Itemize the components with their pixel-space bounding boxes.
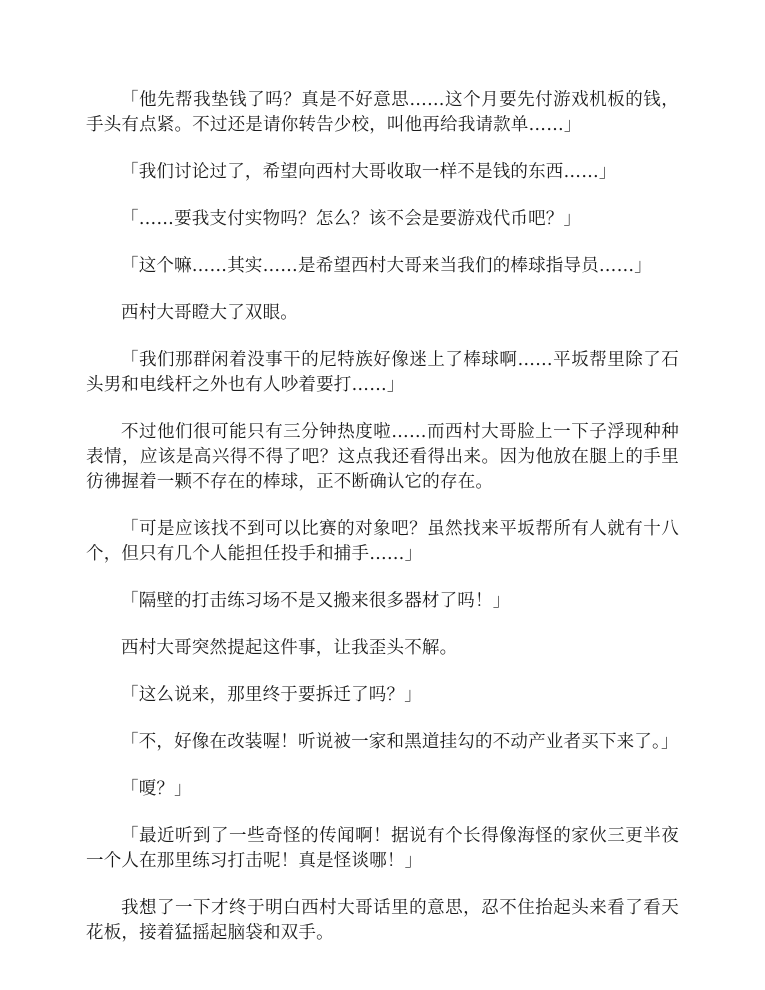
paragraph-4: 「这个嘛……其实……是希望西村大哥来当我们的棒球指导员……」 [121, 256, 652, 276]
paragraph-14: 「最近听到了一些奇怪的传闻啊！据说有个长得像海怪的家伙三更半夜一个人在那里练习打击呢！真是怪谈哪！」 [86, 826, 679, 871]
paragraph-15: 我想了一下才终于明白西村大哥话里的意思，忍不住抬起头来看了看天花板，接着猛摇起脑袋和双手。 [86, 898, 679, 943]
paragraph-3: 「……要我支付实物吗？怎么？该不会是要游戏代币吧？」 [121, 209, 582, 229]
paragraph-7: 不过他们很可能只有三分钟热度啦……而西村大哥脸上一下子浮现种种表情，应该是高兴得不得了吧？这点我还看得出来。因为他放在腿上的手里彷彿握着一颗不存在的棒球，正不断确认它的存在。 [86, 422, 679, 492]
paragraph-1: 「他先帮我垫钱了吗？真是不好意思……这个月要先付游戏机板的钱，手头有点紧。不过还是请你转告少校，叫他再给我请款单……」 [86, 90, 679, 135]
paragraph-12: 「不，好像在改装喔！听说被一家和黑道挂勾的不动产业者买下来了。」 [121, 732, 679, 752]
paragraph-9: 「隔壁的打击练习场不是又搬来很多器材了吗！」 [121, 591, 511, 611]
paragraph-5: 西村大哥瞪大了双眼。 [121, 303, 298, 323]
paragraph-13: 「嗄？」 [121, 779, 192, 799]
paragraph-2: 「我们讨论过了，希望向西村大哥收取一样不是钱的东西……」 [121, 162, 617, 182]
paragraph-11: 「这么说来，那里终于要拆迁了吗？」 [121, 685, 422, 705]
paragraph-10: 西村大哥突然提起这件事，让我歪头不解。 [121, 638, 458, 658]
paragraph-6: 「我们那群闲着没事干的尼特族好像迷上了棒球啊……平坂帮里除了石头男和电线杆之外也有人吵着要打……」 [86, 350, 679, 395]
paragraph-8: 「可是应该找不到可以比赛的对象吧？虽然找来平坂帮所有人就有十八个，但只有几个人能担任投手和捕手……」 [86, 519, 679, 564]
